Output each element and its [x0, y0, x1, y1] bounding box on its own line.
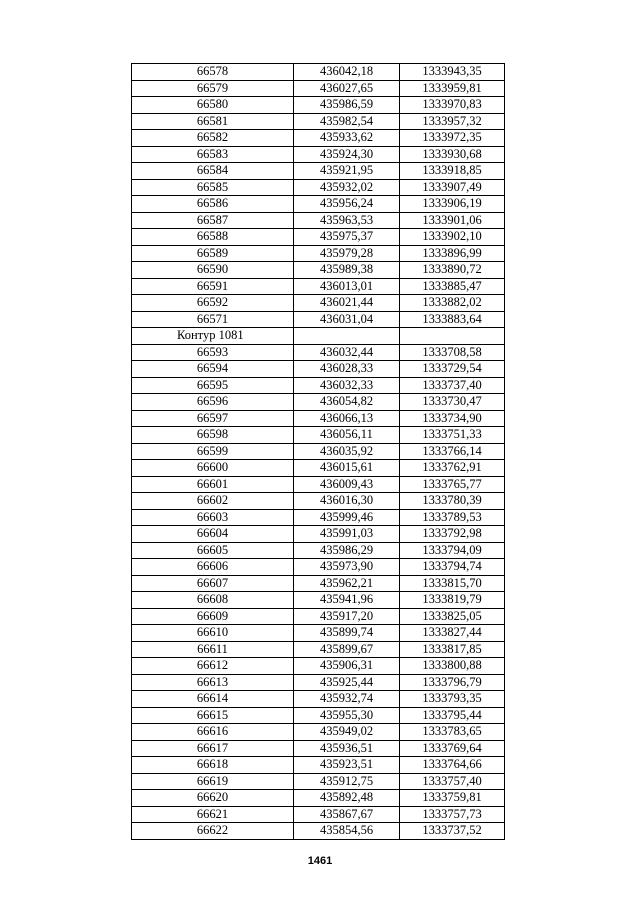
point-number-cell: 66580 — [132, 97, 294, 114]
y-coordinate-cell: 1333730,47 — [400, 394, 505, 411]
y-coordinate-cell: 1333759,81 — [400, 790, 505, 807]
point-number-cell: 66597 — [132, 410, 294, 427]
table-row — [132, 278, 505, 295]
point-number-cell: 66611 — [132, 641, 294, 658]
table-row — [132, 229, 505, 246]
x-coordinate-cell: 435921,95 — [294, 163, 400, 180]
point-number-cell: 66583 — [132, 146, 294, 163]
x-coordinate-cell: 435989,38 — [294, 262, 400, 279]
table-row — [132, 790, 505, 807]
table-row — [132, 394, 505, 411]
y-coordinate-cell: 1333737,40 — [400, 377, 505, 394]
x-coordinate-cell: 435854,56 — [294, 823, 400, 840]
point-number-cell: 66607 — [132, 575, 294, 592]
y-coordinate-cell: 1333764,66 — [400, 757, 505, 774]
x-coordinate-cell: 435962,21 — [294, 575, 400, 592]
y-coordinate-cell: 1333757,73 — [400, 806, 505, 823]
y-coordinate-cell: 1333970,83 — [400, 97, 505, 114]
point-number-cell: 66592 — [132, 295, 294, 312]
y-coordinate-cell: 1333902,10 — [400, 229, 505, 246]
table-row — [132, 823, 505, 840]
table-row — [132, 344, 505, 361]
point-number-cell: 66605 — [132, 542, 294, 559]
y-coordinate-cell: 1333780,39 — [400, 493, 505, 510]
x-coordinate-cell: 435999,46 — [294, 509, 400, 526]
point-number-cell: 66612 — [132, 658, 294, 675]
x-coordinate-cell: 436032,33 — [294, 377, 400, 394]
x-coordinate-cell: 435924,30 — [294, 146, 400, 163]
y-coordinate-cell: 1333794,74 — [400, 559, 505, 576]
y-coordinate-cell: 1333794,09 — [400, 542, 505, 559]
table-row — [132, 773, 505, 790]
table-row — [132, 245, 505, 262]
point-number-cell: 66589 — [132, 245, 294, 262]
table-row — [132, 608, 505, 625]
y-coordinate-cell: 1333734,90 — [400, 410, 505, 427]
contour-header-row — [132, 328, 505, 345]
table-row — [132, 740, 505, 757]
table-row — [132, 64, 505, 81]
point-number-cell: 66622 — [132, 823, 294, 840]
point-number-cell: 66578 — [132, 64, 294, 81]
x-coordinate-cell: 435892,48 — [294, 790, 400, 807]
table-row — [132, 361, 505, 378]
x-coordinate-cell: 435925,44 — [294, 674, 400, 691]
x-coordinate-cell: 436056,11 — [294, 427, 400, 444]
point-number-cell: 66620 — [132, 790, 294, 807]
table-row — [132, 97, 505, 114]
table-row — [132, 559, 505, 576]
table-row — [132, 146, 505, 163]
x-coordinate-cell: 436031,04 — [294, 311, 400, 328]
x-coordinate-cell: 435899,74 — [294, 625, 400, 642]
point-number-cell: 66590 — [132, 262, 294, 279]
table-row — [132, 476, 505, 493]
point-number-cell: 66596 — [132, 394, 294, 411]
x-coordinate-cell: 436032,44 — [294, 344, 400, 361]
y-coordinate-cell: 1333800,88 — [400, 658, 505, 675]
x-coordinate-cell: 435906,31 — [294, 658, 400, 675]
y-coordinate-cell: 1333906,19 — [400, 196, 505, 213]
point-number-cell: 66593 — [132, 344, 294, 361]
y-coordinate-cell: 1333883,64 — [400, 311, 505, 328]
y-coordinate-cell: 1333890,72 — [400, 262, 505, 279]
y-coordinate-cell: 1333766,14 — [400, 443, 505, 460]
point-number-cell: 66581 — [132, 113, 294, 130]
x-coordinate-cell: 435986,29 — [294, 542, 400, 559]
y-coordinate-cell: 1333959,81 — [400, 80, 505, 97]
point-number-cell: 66613 — [132, 674, 294, 691]
y-coordinate-cell: 1333815,70 — [400, 575, 505, 592]
x-coordinate-cell: 435867,67 — [294, 806, 400, 823]
y-coordinate-cell: 1333896,99 — [400, 245, 505, 262]
y-coordinate-cell: 1333792,98 — [400, 526, 505, 543]
point-number-cell: 66588 — [132, 229, 294, 246]
x-coordinate-cell: 435899,67 — [294, 641, 400, 658]
table-row — [132, 493, 505, 510]
y-coordinate-cell: 1333930,68 — [400, 146, 505, 163]
table-row — [132, 526, 505, 543]
y-coordinate-cell: 1333729,54 — [400, 361, 505, 378]
table-row — [132, 757, 505, 774]
y-coordinate-cell: 1333783,65 — [400, 724, 505, 741]
table-row — [132, 658, 505, 675]
point-number-cell: 66606 — [132, 559, 294, 576]
table-row — [132, 575, 505, 592]
table-row — [132, 641, 505, 658]
table-row — [132, 163, 505, 180]
x-coordinate-cell: 435956,24 — [294, 196, 400, 213]
x-coordinate-cell: 435975,37 — [294, 229, 400, 246]
point-number-cell: 66584 — [132, 163, 294, 180]
x-coordinate-cell: 435963,53 — [294, 212, 400, 229]
point-number-cell: 66587 — [132, 212, 294, 229]
table-row — [132, 691, 505, 708]
empty-cell — [400, 328, 505, 345]
x-coordinate-cell: 435991,03 — [294, 526, 400, 543]
x-coordinate-cell: 435936,51 — [294, 740, 400, 757]
y-coordinate-cell: 1333817,85 — [400, 641, 505, 658]
x-coordinate-cell: 436042,18 — [294, 64, 400, 81]
point-number-cell: 66585 — [132, 179, 294, 196]
contour-label: Контур 1081 — [132, 328, 294, 345]
y-coordinate-cell: 1333762,91 — [400, 460, 505, 477]
point-number-cell: 66608 — [132, 592, 294, 609]
point-number-cell: 66602 — [132, 493, 294, 510]
x-coordinate-cell: 435949,02 — [294, 724, 400, 741]
table-row — [132, 212, 505, 229]
y-coordinate-cell: 1333757,40 — [400, 773, 505, 790]
table-row — [132, 460, 505, 477]
y-coordinate-cell: 1333907,49 — [400, 179, 505, 196]
point-number-cell: 66571 — [132, 311, 294, 328]
point-number-cell: 66604 — [132, 526, 294, 543]
table-row — [132, 509, 505, 526]
table-row — [132, 262, 505, 279]
y-coordinate-cell: 1333796,79 — [400, 674, 505, 691]
table-row — [132, 707, 505, 724]
x-coordinate-cell: 436066,13 — [294, 410, 400, 427]
point-number-cell: 66595 — [132, 377, 294, 394]
page-number: 1461 — [307, 855, 333, 867]
x-coordinate-cell: 435932,02 — [294, 179, 400, 196]
table-row — [132, 806, 505, 823]
y-coordinate-cell: 1333708,58 — [400, 344, 505, 361]
y-coordinate-cell: 1333882,02 — [400, 295, 505, 312]
y-coordinate-cell: 1333819,79 — [400, 592, 505, 609]
table-row — [132, 196, 505, 213]
x-coordinate-cell: 435912,75 — [294, 773, 400, 790]
x-coordinate-cell: 435917,20 — [294, 608, 400, 625]
x-coordinate-cell: 436013,01 — [294, 278, 400, 295]
y-coordinate-cell: 1333769,64 — [400, 740, 505, 757]
point-number-cell: 66619 — [132, 773, 294, 790]
point-number-cell: 66601 — [132, 476, 294, 493]
table-row — [132, 724, 505, 741]
x-coordinate-cell: 435982,54 — [294, 113, 400, 130]
table-row — [132, 130, 505, 147]
table-row — [132, 410, 505, 427]
x-coordinate-cell: 436016,30 — [294, 493, 400, 510]
x-coordinate-cell: 435933,62 — [294, 130, 400, 147]
y-coordinate-cell: 1333957,32 — [400, 113, 505, 130]
point-number-cell: 66600 — [132, 460, 294, 477]
point-number-cell: 66598 — [132, 427, 294, 444]
table-row — [132, 311, 505, 328]
point-number-cell: 66582 — [132, 130, 294, 147]
point-number-cell: 66618 — [132, 757, 294, 774]
point-number-cell: 66616 — [132, 724, 294, 741]
point-number-cell: 66615 — [132, 707, 294, 724]
point-number-cell: 66621 — [132, 806, 294, 823]
x-coordinate-cell: 435932,74 — [294, 691, 400, 708]
x-coordinate-cell: 436054,82 — [294, 394, 400, 411]
y-coordinate-cell: 1333795,44 — [400, 707, 505, 724]
table-row — [132, 80, 505, 97]
y-coordinate-cell: 1333943,35 — [400, 64, 505, 81]
y-coordinate-cell: 1333793,35 — [400, 691, 505, 708]
x-coordinate-cell: 435986,59 — [294, 97, 400, 114]
x-coordinate-cell: 435941,96 — [294, 592, 400, 609]
x-coordinate-cell: 436015,61 — [294, 460, 400, 477]
x-coordinate-cell: 436027,65 — [294, 80, 400, 97]
table-row — [132, 295, 505, 312]
coordinates-table-body — [132, 64, 505, 840]
table-row — [132, 113, 505, 130]
x-coordinate-cell: 435955,30 — [294, 707, 400, 724]
table-row — [132, 179, 505, 196]
table-row — [132, 674, 505, 691]
table-row — [132, 592, 505, 609]
y-coordinate-cell: 1333885,47 — [400, 278, 505, 295]
point-number-cell: 66586 — [132, 196, 294, 213]
table-row — [132, 625, 505, 642]
point-number-cell: 66599 — [132, 443, 294, 460]
table-row — [132, 443, 505, 460]
table-row — [132, 542, 505, 559]
table-row — [132, 427, 505, 444]
y-coordinate-cell: 1333751,33 — [400, 427, 505, 444]
point-number-cell: 66594 — [132, 361, 294, 378]
point-number-cell: 66603 — [132, 509, 294, 526]
point-number-cell: 66614 — [132, 691, 294, 708]
y-coordinate-cell: 1333918,85 — [400, 163, 505, 180]
y-coordinate-cell: 1333827,44 — [400, 625, 505, 642]
x-coordinate-cell: 436035,92 — [294, 443, 400, 460]
y-coordinate-cell: 1333901,06 — [400, 212, 505, 229]
x-coordinate-cell: 436009,43 — [294, 476, 400, 493]
x-coordinate-cell: 436028,33 — [294, 361, 400, 378]
coordinates-table — [131, 63, 505, 840]
x-coordinate-cell: 436021,44 — [294, 295, 400, 312]
point-number-cell: 66617 — [132, 740, 294, 757]
y-coordinate-cell: 1333972,35 — [400, 130, 505, 147]
y-coordinate-cell: 1333765,77 — [400, 476, 505, 493]
point-number-cell: 66610 — [132, 625, 294, 642]
x-coordinate-cell: 435973,90 — [294, 559, 400, 576]
y-coordinate-cell: 1333789,53 — [400, 509, 505, 526]
x-coordinate-cell: 435923,51 — [294, 757, 400, 774]
point-number-cell: 66609 — [132, 608, 294, 625]
table-row — [132, 377, 505, 394]
point-number-cell: 66591 — [132, 278, 294, 295]
x-coordinate-cell: 435979,28 — [294, 245, 400, 262]
y-coordinate-cell: 1333825,05 — [400, 608, 505, 625]
y-coordinate-cell: 1333737,52 — [400, 823, 505, 840]
empty-cell — [294, 328, 400, 345]
point-number-cell: 66579 — [132, 80, 294, 97]
